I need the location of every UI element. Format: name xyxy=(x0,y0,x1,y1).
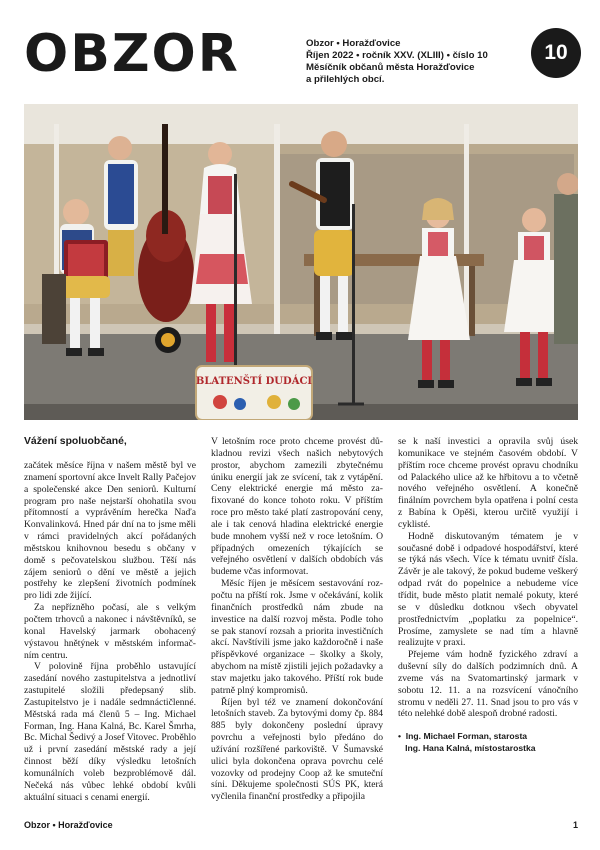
article-paragraph: začátek měsíce října v našem městě byl ve znamení sportovní akce Invelt Rally Pačejov a společenské akce Den seniorů. Kulturní program pro naše nejstarší ohohatila svou přítomností a vyprávěním herečka Naďa Konvalinková. Hned pár dní na to jsme měli v rámci pravidelných akcí pořádaných městskou knihovnou besedu s občany v domě s pečovatelskou službou. Těší nás zájem seniorů o dění ve městě a jejich postřehy ke zlepšení životních podmínek pro lidi zde žijící. xyxy=(24,460,196,602)
article-paragraph: Za nepřízněho počasí, ale s velkým počtem trhovců a nakonec i návštěvníků, se konal Havelský jarmark obohacený výstavou hnětýnek v městském informačním centru. xyxy=(24,602,196,661)
masthead xyxy=(24,24,582,96)
footer-publication: Obzor • Horažďovice xyxy=(24,820,113,830)
cover-photo xyxy=(24,104,578,420)
signature-deputy-mayor: Ing. Hana Kalná, místostarostka xyxy=(405,743,536,754)
signature-mayor: • Ing. Michael Forman, starosta xyxy=(398,731,528,742)
article-column-3 xyxy=(398,436,578,812)
editorial-article xyxy=(24,436,578,812)
newspaper-logo: OBZOR xyxy=(24,24,240,84)
issue-info xyxy=(306,38,516,86)
article-paragraph: Měsíc říjen je měsícem sestavování rozpočtu na příští rok. Jsme v očekávání, kolik finančních prostředků nám zbude na investice na další rozvoj města. Podle toho se pak stanoví rozsah a priorita investičních akcí. Navštívili jsme jako každoročně i naše příspěvkové organizace – školky a školy, abychom na místě zjistili jejich požadavky a stav majetku jako takového. Příští rok bude patrně plný kompromisů. xyxy=(211,578,383,696)
article-paragraph: Hodně diskutovaným tématem je v současné době i odpadové hospodářství, které se týká nás všech. Více k tématu uvnitř čísla. Závěr je ale takový, že pokud budeme veškerý odpad rvát do popelnice a nebudeme více třídit, bude město platit nemalé pokuty, které se v důsledku dotknou všech obyvatel prostřednictvím „poplatku za popelnice“. Prosíme, zamyslete se nad tím a hlavně realizujte v praxi. xyxy=(398,530,578,649)
issue-number-badge: 10 xyxy=(531,28,581,78)
page-footer xyxy=(24,818,578,832)
issue-tagline: Měsíčník občanů města Horažďovice xyxy=(306,62,475,73)
article-paragraph: se k naší investici a opravila svůj úsek komunikace ve stejném časovém období. V příštím roce chceme provést opravu chodníku od Palackého ulice až ke hřbitovu a to včetně nového veřejného osvětlení. A konečně finálním povrchem byla opatřena i polní cesta z Babína k Opěši, kterou určitě využijí i cyklisté. xyxy=(398,436,578,530)
article-paragraph: Přejeme vám hodně fyzického zdraví a duševní síly do dalších podzimních dnů. A zveme vás na Svatomartinský jarmark v sobotu 12. 11. a na rozsvícení vánočního stromu v neděli 27. 11. Snad jsou to pro vás v této nelehké době alespoň drobné radosti. xyxy=(398,649,578,720)
issue-date-volume: Říjen 2022 • ročník XXV. (XLIII) • číslo 10 xyxy=(306,50,488,61)
signature-block xyxy=(398,730,578,754)
article-paragraph: V letošním roce proto chceme provést důkladnou revizi všech našich nebytových prostor, abychom zamezili zbytečnému úniku energií jak ze svícení, tak z vytápění. Ceny elektrické energie má město zafixované do konce tohoto roku. V příštím roce pro město také platí zastropování ceny, ale i tak cenová hladina elektrické energie bude mnohem vyšší než v roce letošním. O případných omezeních týkajících se veřejného osvětlení v dalších obdobích vás budeme včas informovat. xyxy=(211,436,383,578)
band-sign-text: BLATENŠTÍ DUDÁCI xyxy=(195,376,313,387)
folk-band-photo xyxy=(24,104,578,420)
article-paragraph: V polovině října proběhlo ustavující zasedání nového zastupitelstva a jednotliví zastupitelé složili předepsaný slib. Zastupitelstvo je i nadále sedmnáctičlenné. Městská rada má členů 5 – Ing. Michael Forman, Ing. Hana Kalná, Bc. Karel Šmrha, Bc. Michal Šedivý a Josef Vitovec. Proběhlo už i první zasedání městské rady a její činnost běží díky výsledku letošních komunálních voleb bezproblémově dál. Nečeká nás vůbec lehké období kvůli aktuální situaci s cenami energií. xyxy=(24,661,196,803)
article-paragraph: Říjen byl též ve znamení dokončování letošních staveb. Za bytovými domy čp. 884 885 byly dokončeny poslední úpravy povrchu a veřejnosti bylo předáno do užívání rozšířené parkoviště. V Šumavské ulici byla dokončena oprava povrchu celé vozovky od prodejny Coop až ke smuteční síni. Děkujeme společnosti SÚS PK, která vyčlenila finanční prostředky a připojila xyxy=(211,696,383,803)
page-number: 1 xyxy=(572,820,578,830)
article-heading: Vážení spoluobčané, xyxy=(24,436,127,447)
issue-tagline-2: a přilehlých obcí. xyxy=(306,74,385,85)
article-column-2 xyxy=(211,436,383,812)
issue-publication: Obzor • Horažďovice xyxy=(306,38,401,49)
article-column-1 xyxy=(24,436,196,812)
